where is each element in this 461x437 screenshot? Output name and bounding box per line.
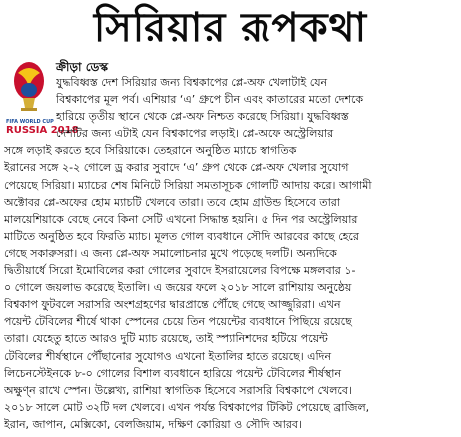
body-line: ইরান, জাপান, মেক্সিকো, বেলজিয়াম, দক্ষিণ কোরিয়া ও সৌদি আরব। <box>4 417 302 431</box>
body-line: অক্টোবর প্লে-অফের হোম ম্যাচটি খেলবে তারা। তবে হোম গ্রাউন্ড হিসেবে তারা <box>4 195 340 209</box>
body-line: পেয়েছে সিরিয়া। ম্যাচের শেষ মিনিটে সিরিয়া সমতাসূচক গোলটি আদায় করে। আগামী <box>4 178 372 192</box>
body-line: লিচেনস্টেইনকে ৮-০ গোলের বিশাল ব্যবধানে হারিয়ে পয়েন্ট টেবিলের শীর্ষস্থান <box>4 366 342 380</box>
body-line: যুদ্ধবিধ্বস্ত দেশ সিরিয়ার জন্য বিশ্বকাপের প্লে-অফ খেলাটাই যেন <box>56 76 328 89</box>
body-line: ২০১৮ সালে মোট ৩২টি দল খেলবে। এখন পর্যন্ত বিশ্বকাপের টিকিট পেয়েছে ব্রাজিল, <box>4 400 370 414</box>
body-line: অক্ষুণ্ন রাখে স্পেন। উল্লেখ্য, রাশিয়া স্বাগতিক হিসেবে সরাসরি বিশ্বকাপে খেলবে। <box>4 383 352 397</box>
desk-byline: ক্রীড়া ডেস্ক <box>56 60 109 74</box>
body-line: সঙ্গে লড়াই করতে হবে সিরিয়াকে। তেহরানে অনুষ্ঠিত ম্যাচে স্বাগতিক <box>4 144 297 158</box>
logo-caption: FIFA WORLD CUP <box>6 119 54 125</box>
body-line: দ্বিতীয়ার্ধে সিরো ইমোবিলের করা গোলের সুবাদে ইসরায়েলের বিপক্ষে মঙ্গলবার ১- <box>4 264 356 278</box>
body-line: পয়েন্ট টেবিলের শীর্ষে থাকা স্পেনের চেয়ে তিন পয়েন্টের ব্যবধানে পিছিয়ে রয়েছে <box>4 315 352 329</box>
body-line: দেশটির জন্য এটাই যেন বিশ্বকাপের লড়াই। প্লে-অফে অস্ট্রেলিয়ার <box>56 127 334 141</box>
body-line: হারিয়ে তৃতীয় স্থানে থেকে প্লে-অফ নিশ্চত করেছে সিরিয়া। যুদ্ধবিধ্বস্ত <box>56 110 349 124</box>
headline: সিরিয়ার রূপকথা <box>93 4 368 51</box>
body-line: মালয়েশিয়াকে বেছে নেবে কিনা সেটি এখনো সিদ্ধান্ত হয়নি। ৫ দিন পর অস্ট্রেলিয়ার <box>4 212 358 226</box>
body-line: বিশ্বকাপ ফুটবলে সরাসরি অংশগ্রহণের দ্বারপ্রান্তে পৌঁছে গেছে আজ্জুরিরা। এখন <box>4 298 341 312</box>
article-body <box>4 74 456 433</box>
body-line: তারা। যেহেতু হাতে আরও দুটি ম্যাচ রয়েছে, তাই স্প্যানিশদের হটিয়ে পয়েন্ট <box>4 332 328 346</box>
body-line: ইরানের সঙ্গে ২-২ গোলে ড্র করার সুবাদে ‘এ’ গ্রুপ থেকে প্লে-অফ খেলার সুযোগ <box>4 161 349 175</box>
logo-year: RUSSIA 2018 <box>6 125 79 136</box>
body-line: মাটিতে অনুষ্ঠিত হবে ফিরতি ম্যাচ। মূলত গোল ব্যবধানে সৌদি আরবের কাছে হেরে <box>4 229 359 243</box>
body-line: বিশ্বকাপের মূল পর্ব। এশিয়ার ‘এ’ গ্রুপে চীন এবং কাতারের মতো দেশকে <box>56 93 364 107</box>
body-line: গেছে সকারুসরা। এ জন্য প্লে-অফ সমালোচনার মুখে পড়েছে দলটি। অন্যদিকে <box>4 246 337 260</box>
body-line: ০ গোলে জয়লাভ করেছে ইতালি। এ জয়ের ফলে ২০১৮ সালে রাশিয়ায় অনুষ্ঠেয় <box>4 281 352 295</box>
body-line: টেবিলের শীর্ষস্থানে পৌঁছানোর সুযোগও এখনো ইতালির হাতে রয়েছে। এদিন <box>4 349 332 363</box>
